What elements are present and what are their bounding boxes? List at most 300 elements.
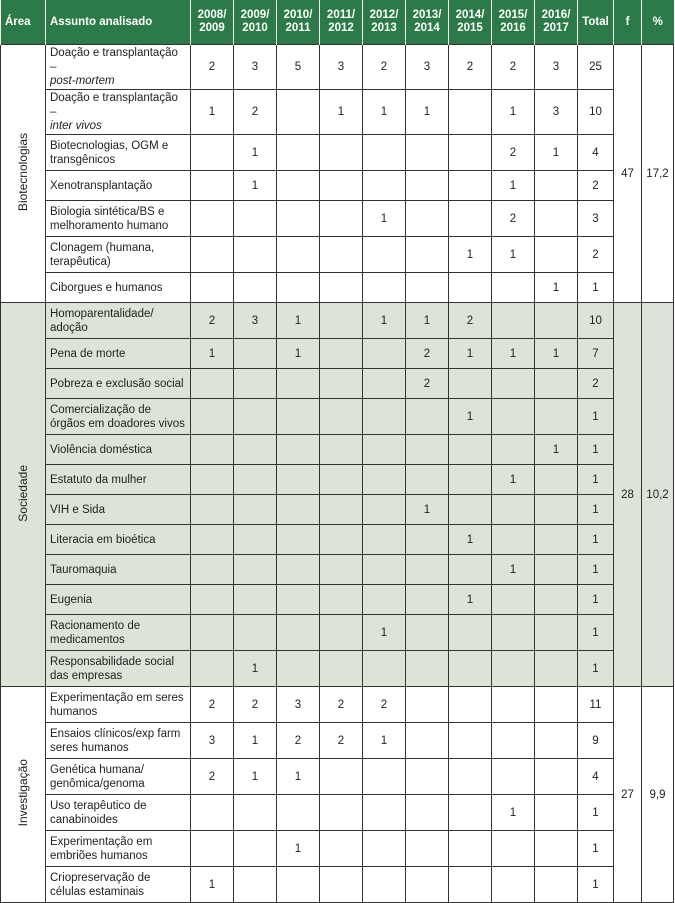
year-value [234,615,277,651]
year-value [234,867,277,903]
subject-text: Tauromaquia [50,563,117,576]
year-value [449,201,492,237]
year-value [363,339,406,369]
year-value: 3 [234,45,277,90]
year-value [449,171,492,201]
year-value [535,237,578,273]
year-value [320,201,363,237]
f-value: 27 [614,687,642,903]
subject-text: Responsabilidade social das empresas [50,655,175,682]
year-value [363,465,406,495]
total-value: 1 [578,555,614,585]
year-value: 1 [492,90,535,135]
subject-text: Estatuto da mulher [50,473,147,486]
year-value [320,495,363,525]
year-value: 1 [363,90,406,135]
year-value [406,237,449,273]
year-value: 2 [363,45,406,90]
subject-text: Biologia sintética/BS e melhoramento humano [50,205,169,232]
table-row [1,339,674,369]
table-row [1,795,674,831]
subject-text: Experimentação em seres humanos [50,691,184,718]
year-value [406,723,449,759]
year-value [320,237,363,273]
year-value [234,525,277,555]
year-value [492,495,535,525]
subject-cell [46,585,191,615]
year-value [406,651,449,687]
year-value [449,795,492,831]
year-value [492,369,535,399]
year-value [363,759,406,795]
year-value [406,555,449,585]
subject-cell [46,831,191,867]
year-value: 1 [449,237,492,273]
year-value: 1 [277,831,320,867]
year-value: 1 [406,303,449,339]
year-value [191,585,234,615]
header-year: 2009/ 2010 [234,0,277,45]
subject-cell [46,201,191,237]
subject-cell [46,237,191,273]
year-value [320,465,363,495]
table-row [1,867,674,903]
total-value: 1 [578,615,614,651]
area-cell [1,45,46,303]
table-row [1,45,674,90]
subject-cell [46,90,191,135]
year-value: 2 [191,303,234,339]
year-value [277,273,320,303]
year-value: 2 [492,45,535,90]
year-value [535,651,578,687]
area-cell [1,303,46,687]
year-value: 1 [449,339,492,369]
year-value [492,687,535,723]
year-value [492,867,535,903]
year-value [363,135,406,171]
year-value [449,465,492,495]
year-value: 2 [320,723,363,759]
total-value: 4 [578,135,614,171]
pct-value: 10,2 [642,303,674,687]
year-value [277,201,320,237]
year-value: 1 [191,339,234,369]
year-value [535,831,578,867]
subject-cell [46,339,191,369]
year-value: 1 [492,237,535,273]
year-value [535,723,578,759]
year-value: 1 [234,759,277,795]
table-row [1,759,674,795]
year-value: 1 [363,303,406,339]
subject-italic: inter vivos [50,120,102,132]
total-value: 1 [578,831,614,867]
year-value: 2 [492,135,535,171]
year-value [320,525,363,555]
subject-cell [46,723,191,759]
header-area: Área [1,0,46,45]
header-row [1,0,674,45]
header-year: 2014/ 2015 [449,0,492,45]
year-value [191,831,234,867]
year-value: 1 [363,201,406,237]
year-value: 2 [234,687,277,723]
year-value: 2 [406,369,449,399]
total-value: 3 [578,201,614,237]
year-value [406,759,449,795]
year-value: 2 [191,687,234,723]
year-value [449,435,492,465]
year-value [191,435,234,465]
year-value [277,867,320,903]
table-row [1,303,674,339]
year-value [363,495,406,525]
year-value [492,435,535,465]
year-value [191,615,234,651]
year-value [406,585,449,615]
year-value [406,435,449,465]
year-value: 2 [492,201,535,237]
table-row [1,273,674,303]
year-value: 1 [320,90,363,135]
total-value: 9 [578,723,614,759]
total-value: 10 [578,303,614,339]
subject-cell [46,687,191,723]
year-value [320,303,363,339]
header-year: 2008/ 2009 [191,0,234,45]
table-row [1,135,674,171]
year-value: 2 [363,687,406,723]
year-value [363,237,406,273]
year-value: 1 [363,723,406,759]
year-value [234,555,277,585]
year-value: 1 [234,723,277,759]
header-year: 2015/ 2016 [492,0,535,45]
year-value [234,831,277,867]
year-value: 1 [492,339,535,369]
total-value: 1 [578,795,614,831]
table-row [1,90,674,135]
subject-text: Uso terapêutico de canabinoides [50,799,147,826]
year-value [535,303,578,339]
year-value [191,369,234,399]
table-row [1,237,674,273]
year-value [406,135,449,171]
area-label: Biotecnologias [16,132,30,212]
total-value: 25 [578,45,614,90]
year-value [406,399,449,435]
year-value [277,495,320,525]
year-value [277,465,320,495]
header-f: f [614,0,642,45]
year-value [191,273,234,303]
year-value: 2 [449,303,492,339]
year-value [363,651,406,687]
year-value [277,135,320,171]
subject-cell [46,759,191,795]
year-value [277,237,320,273]
year-value [535,759,578,795]
year-value [320,273,363,303]
year-value [191,201,234,237]
year-value: 1 [277,759,320,795]
year-value [320,435,363,465]
year-value [320,651,363,687]
year-value [535,867,578,903]
year-value [449,831,492,867]
table-row [1,615,674,651]
year-value [363,867,406,903]
year-value [449,273,492,303]
subject-text: VIH e Sida [50,503,105,516]
year-value [320,585,363,615]
year-value [449,867,492,903]
year-value [191,171,234,201]
subject-cell [46,171,191,201]
area-label: Investigação [16,759,30,827]
subject-text: Experimentação em embriões humanos [50,835,153,862]
total-value: 1 [578,867,614,903]
year-value [449,495,492,525]
year-value [277,369,320,399]
year-value: 3 [191,723,234,759]
year-value [277,651,320,687]
total-value: 1 [578,465,614,495]
year-value [234,201,277,237]
subject-text: Pobreza e exclusão social [50,377,184,390]
year-value [320,555,363,585]
year-value [277,615,320,651]
year-value [492,273,535,303]
subject-text: Racionamento de medicamentos [50,619,141,646]
year-value: 2 [406,339,449,369]
subject-text: Pena de morte [50,347,126,360]
year-value: 3 [320,45,363,90]
year-value [191,795,234,831]
year-value [406,795,449,831]
subject-cell [46,867,191,903]
table-row [1,723,674,759]
header-year: 2010/ 2011 [277,0,320,45]
area-label: Sociedade [16,464,30,522]
year-value [406,687,449,723]
year-value [363,273,406,303]
subject-text: Eugenia [50,593,93,606]
year-value [406,867,449,903]
year-value [363,831,406,867]
year-value [320,135,363,171]
year-value: 1 [234,135,277,171]
subject-text: Ciborgues e humanos [50,281,163,294]
year-value [234,465,277,495]
year-value [406,831,449,867]
subject-cell [46,273,191,303]
year-value [535,465,578,495]
year-value: 2 [320,687,363,723]
table-row [1,399,674,435]
year-value [191,465,234,495]
subject-text: Comercialização de órgãos em doadores vivos [50,403,185,430]
year-value [191,135,234,171]
year-value [449,687,492,723]
year-value [535,585,578,615]
year-value [191,651,234,687]
year-value: 1 [492,555,535,585]
header-total: Total [578,0,614,45]
year-value [234,339,277,369]
year-value [492,585,535,615]
year-value: 1 [492,795,535,831]
year-value [191,237,234,273]
year-value [277,90,320,135]
year-value [449,369,492,399]
year-value [191,495,234,525]
total-value: 2 [578,237,614,273]
year-value [363,525,406,555]
table-row [1,171,674,201]
subject-text: Biotecnologias, OGM e transgênicos [50,139,169,166]
year-value [320,831,363,867]
total-value: 1 [578,435,614,465]
header-subject: Assunto analisado [46,0,191,45]
header-pct: % [642,0,674,45]
year-value [320,171,363,201]
year-value [320,399,363,435]
year-value [449,723,492,759]
pct-value: 9,9 [642,687,674,903]
year-value [492,615,535,651]
year-value [363,399,406,435]
year-value: 1 [191,90,234,135]
year-value [535,171,578,201]
year-value [277,795,320,831]
year-value [535,495,578,525]
year-value [277,525,320,555]
year-value [234,369,277,399]
total-value: 10 [578,90,614,135]
subject-cell [46,555,191,585]
year-value [449,90,492,135]
year-value: 3 [277,687,320,723]
subject-text: Doação e transplantação – [50,92,178,118]
year-value [363,171,406,201]
year-value: 3 [234,303,277,339]
year-value [492,723,535,759]
subject-cell [46,465,191,495]
year-value [234,273,277,303]
year-value [277,171,320,201]
total-value: 7 [578,339,614,369]
total-value: 1 [578,651,614,687]
year-value [363,369,406,399]
year-value [406,525,449,555]
subject-text: Violência doméstica [50,443,153,456]
year-value [449,135,492,171]
year-value [492,525,535,555]
total-value: 2 [578,369,614,399]
total-value: 1 [578,585,614,615]
total-value: 2 [578,171,614,201]
year-value: 1 [234,651,277,687]
subject-text: Doação e transplantação – [50,47,178,73]
table-row [1,651,674,687]
year-value [492,759,535,795]
year-value [535,525,578,555]
year-value: 1 [277,339,320,369]
year-value [363,555,406,585]
year-value: 2 [191,759,234,795]
table-row [1,687,674,723]
year-value [191,555,234,585]
total-value: 1 [578,273,614,303]
subject-italic: post-mortem [50,75,115,87]
year-value: 1 [535,339,578,369]
year-value: 1 [406,90,449,135]
year-value [191,399,234,435]
pct-value: 17,2 [642,45,674,303]
year-value: 3 [406,45,449,90]
year-value: 3 [535,45,578,90]
year-value: 1 [406,495,449,525]
year-value [234,795,277,831]
year-value: 1 [449,525,492,555]
year-value [406,171,449,201]
subject-text: Homoparentalidade/ adoção [50,307,154,334]
subject-cell [46,651,191,687]
subject-cell [46,615,191,651]
total-value: 1 [578,525,614,555]
year-value: 3 [535,90,578,135]
year-value [406,273,449,303]
year-value [320,615,363,651]
year-value [449,615,492,651]
subject-text: Clonagem (humana, terapêutica) [50,241,155,268]
f-value: 47 [614,45,642,303]
year-value: 1 [234,171,277,201]
table-row [1,585,674,615]
year-value: 1 [492,171,535,201]
subject-text: Literacia em bioética [50,533,156,546]
year-value [449,759,492,795]
year-value: 1 [492,465,535,495]
table-row [1,465,674,495]
year-value [535,399,578,435]
total-value: 1 [578,399,614,435]
year-value [234,495,277,525]
year-value [320,369,363,399]
year-value [234,399,277,435]
header-year: 2013/ 2014 [406,0,449,45]
year-value [320,759,363,795]
table-row [1,525,674,555]
table-row [1,369,674,399]
total-value: 11 [578,687,614,723]
subject-cell [46,795,191,831]
year-value [277,555,320,585]
header-year: 2012/ 2013 [363,0,406,45]
total-value: 4 [578,759,614,795]
year-value [535,687,578,723]
year-value: 1 [535,273,578,303]
subject-cell [46,369,191,399]
year-value: 1 [191,867,234,903]
subject-text: Genética humana/ genômica/genoma [50,763,145,790]
year-value: 5 [277,45,320,90]
year-value: 2 [234,90,277,135]
year-value [449,555,492,585]
year-value: 1 [535,435,578,465]
